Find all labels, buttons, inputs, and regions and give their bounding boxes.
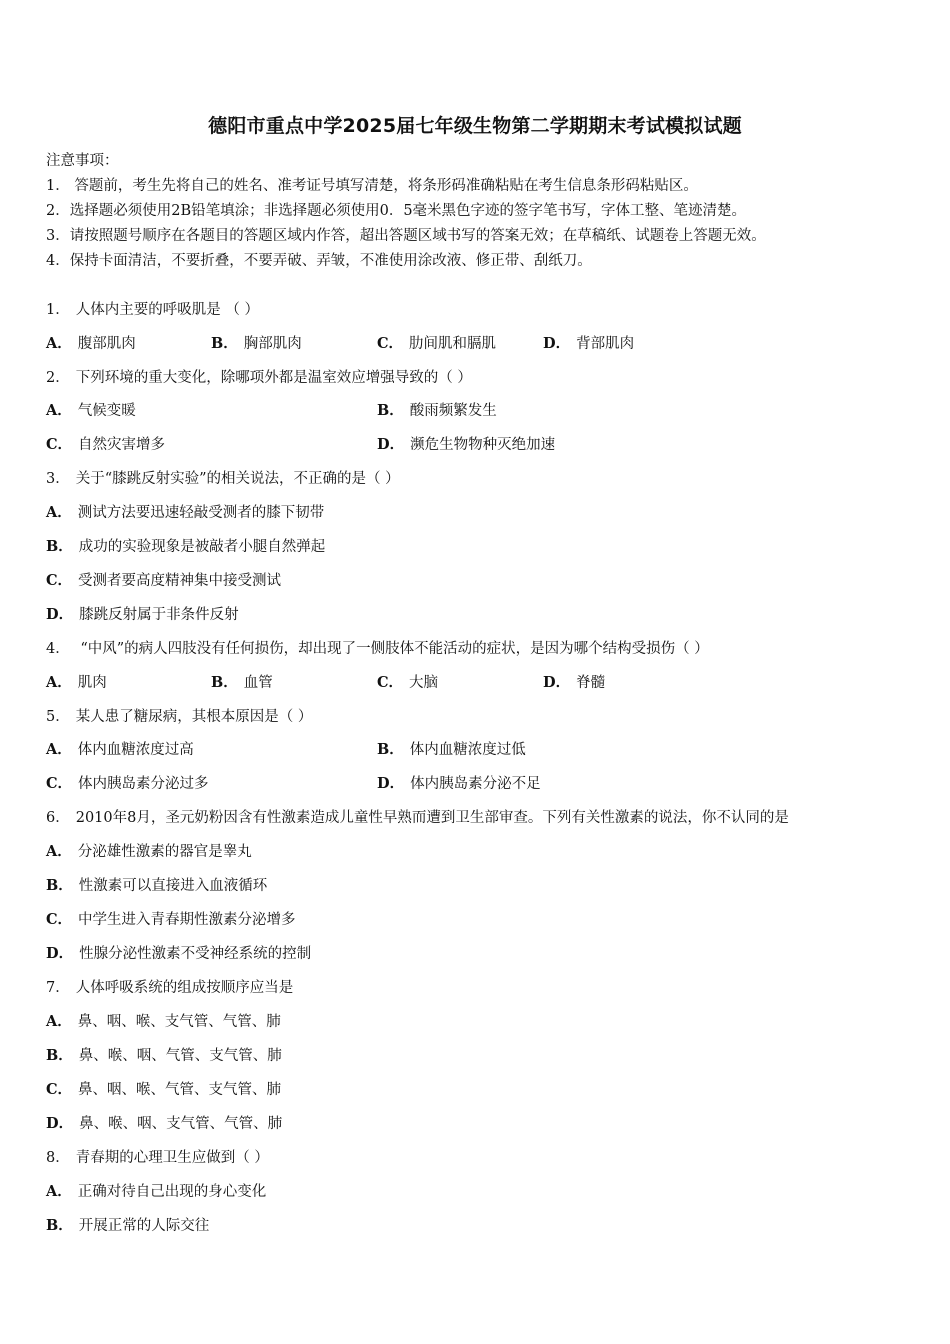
question-3 (46, 469, 400, 489)
option-a: A． 鼻、咽、喉、支气管、气管、肺 (46, 1013, 281, 1030)
question-2 (46, 368, 472, 388)
question-text: 人体内主要的呼吸肌是 （ ） (75, 302, 259, 318)
option-d: D． 背部肌肉 (543, 335, 635, 352)
option-c: C． 鼻、咽、喉、气管、支气管、肺 (46, 1081, 282, 1098)
option-b: B． 鼻、喉、咽、气管、支气管、肺 (46, 1047, 282, 1064)
option-c: C． 大脑 (377, 674, 439, 691)
option-a: A． 气候变暖 (46, 402, 136, 419)
option-b: B． 开展正常的人际交往 (46, 1217, 210, 1234)
option-c: C． 体内胰岛素分泌过多 (46, 775, 209, 792)
option-a: A． 测试方法要迅速轻敲受测者的膝下韧带 (46, 504, 325, 521)
option-c: C． 肋间肌和膈肌 (377, 335, 497, 352)
option-b: B． 血管 (211, 674, 273, 691)
option-b: B． 酸雨频繁发生 (377, 402, 497, 419)
option-d: D． 脊髓 (543, 674, 606, 691)
notice-item: 4．保持卡面清洁，不要折叠，不要弄破、弄皱，不准使用涂改液、修正带、刮纸刀。 (46, 253, 592, 269)
question-number: 8． (46, 1150, 70, 1166)
notice-item: 1． 答题前，考生先将自己的姓名、准考证号填写清楚，将条形码准确粘贴在考生信息条形码粘贴区。 (46, 178, 698, 194)
question-text: 下列环境的重大变化，除哪项外都是温室效应增强导致的（ ） (75, 370, 472, 386)
option-b: B． 成功的实验现象是被敲者小腿自然弹起 (46, 538, 326, 555)
question-number: 3． (46, 471, 70, 487)
option-d: D． 性腺分泌性激素不受神经系统的控制 (46, 945, 312, 962)
question-number: 6． (46, 810, 70, 826)
option-d: D． 体内胰岛素分泌不足 (377, 775, 541, 792)
question-text: 青春期的心理卫生应做到（ ） (75, 1150, 269, 1166)
option-a: A． 腹部肌肉 (46, 335, 136, 352)
option-d: D． 鼻、喉、咽、支气管、气管、肺 (46, 1115, 283, 1132)
option-d: D． 濒危生物物种灭绝加速 (377, 436, 556, 453)
question-number: 7． (46, 980, 70, 996)
question-text: “中风”的病人四肢没有任何损伤，却出现了一侧肢体不能活动的症状，是因为哪个结构受损伤（ ） (75, 641, 709, 657)
option-c: C． 受测者要高度精神集中接受测试 (46, 572, 282, 589)
question-text: 人体呼吸系统的组成按顺序应当是 (75, 980, 294, 996)
option-c: C． 自然灾害增多 (46, 436, 166, 453)
question-6 (46, 808, 789, 828)
question-text: 2010年8月，圣元奶粉因含有性激素造成儿童性早熟而遭到卫生部审查。下列有关性激素的说法，你不认同的是 (75, 810, 789, 826)
question-text: 某人患了糖尿病，其根本原因是（ ） (75, 709, 313, 725)
question-5 (46, 707, 312, 727)
question-number: 5． (46, 709, 70, 725)
option-a: A． 体内血糖浓度过高 (46, 741, 194, 758)
option-a: A． 肌肉 (46, 674, 107, 691)
question-text: 关于“膝跳反射实验”的相关说法，不正确的是（ ） (75, 471, 400, 487)
notice-item: 3．请按照题号顺序在各题目的答题区域内作答，超出答题区域书写的答案无效；在草稿纸、试题卷上答题无效。 (46, 228, 766, 244)
notice-item: 2．选择题必须使用2B铅笔填涂；非选择题必须使用0．5毫米黑色字迹的签字笔书写，字体工整、笔迹清楚。 (46, 203, 747, 219)
option-a: A． 分泌雄性激素的器官是睾丸 (46, 843, 252, 860)
question-4 (46, 639, 709, 659)
question-number: 2． (46, 370, 70, 386)
option-b: B． 胸部肌肉 (211, 335, 302, 352)
option-d: D． 膝跳反射属于非条件反射 (46, 606, 239, 623)
question-number: 4． (46, 641, 70, 657)
question-8 (46, 1148, 269, 1168)
option-b: B． 体内血糖浓度过低 (377, 741, 526, 758)
option-a: A． 正确对待自己出现的身心变化 (46, 1183, 267, 1200)
notice-heading: 注意事项： (46, 153, 119, 169)
page-title: 德阳市重点中学2025届七年级生物第二学期期末考试模拟试题 (208, 115, 742, 137)
question-number: 1． (46, 302, 70, 318)
option-c: C． 中学生进入青春期性激素分泌增多 (46, 911, 296, 928)
question-1 (46, 300, 259, 320)
option-b: B． 性激素可以直接进入血液循环 (46, 877, 268, 894)
question-7 (46, 978, 293, 998)
